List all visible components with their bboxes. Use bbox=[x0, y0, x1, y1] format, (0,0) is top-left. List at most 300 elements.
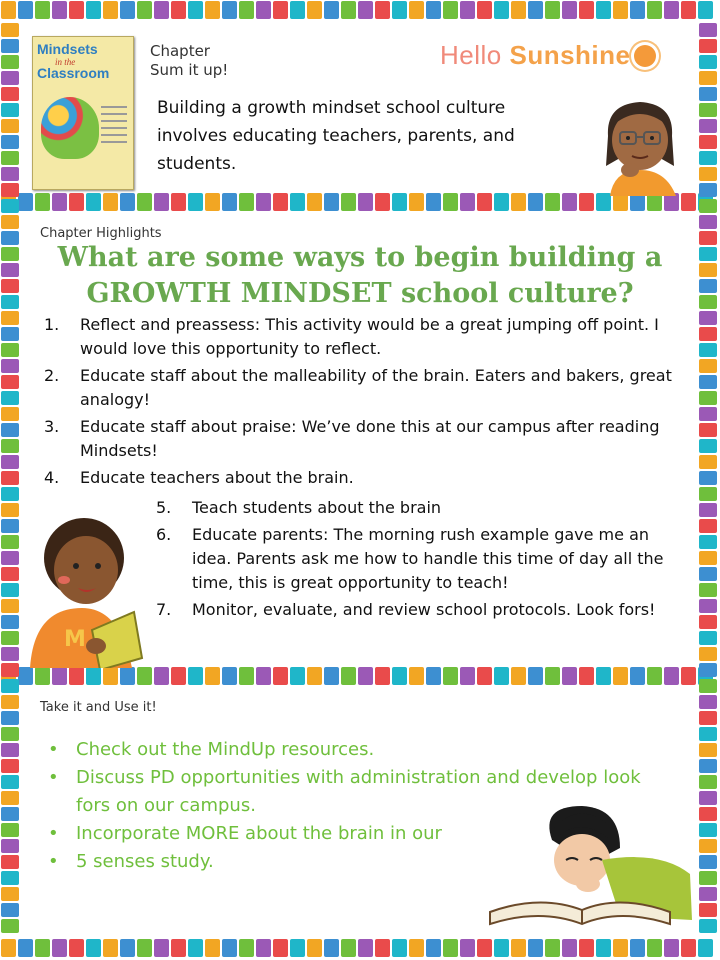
border-column bbox=[0, 22, 22, 938]
border-square bbox=[1, 567, 19, 581]
border-square bbox=[699, 887, 717, 901]
border-square bbox=[1, 119, 19, 133]
border-square bbox=[18, 1, 33, 19]
border-square bbox=[699, 215, 717, 229]
border-square bbox=[171, 193, 186, 211]
take-it-item: • Discuss PD opportunities with administration and develop look fors on our campus. bbox=[48, 764, 668, 820]
border-square bbox=[699, 183, 717, 197]
take-it-item: • 5 senses study. bbox=[48, 848, 668, 876]
border-square bbox=[1, 455, 19, 469]
border-square bbox=[1, 391, 19, 405]
border-square bbox=[256, 939, 271, 957]
border-square bbox=[699, 919, 717, 933]
border-square bbox=[52, 1, 67, 19]
border-square bbox=[699, 391, 717, 405]
border-square bbox=[154, 193, 169, 211]
border-square bbox=[699, 903, 717, 917]
border-square bbox=[699, 727, 717, 741]
border-square bbox=[699, 775, 717, 789]
girl-reading-book-illustration bbox=[470, 800, 698, 940]
border-square bbox=[664, 1, 679, 19]
border-row bbox=[0, 938, 720, 960]
border-square bbox=[647, 667, 662, 685]
border-square bbox=[699, 823, 717, 837]
brand-sunshine: Sunshine bbox=[509, 40, 631, 70]
take-it-item: • Check out the MindUp resources. bbox=[48, 736, 668, 764]
border-square bbox=[103, 939, 118, 957]
border-square bbox=[494, 193, 509, 211]
border-square bbox=[1, 631, 19, 645]
border-square bbox=[443, 667, 458, 685]
border-square bbox=[86, 1, 101, 19]
border-square bbox=[699, 471, 717, 485]
border-square bbox=[681, 939, 696, 957]
border-square bbox=[35, 193, 50, 211]
border-square bbox=[1, 503, 19, 517]
highlight-number: 6. bbox=[156, 525, 172, 544]
border-square bbox=[341, 193, 356, 211]
border-square bbox=[1, 359, 19, 373]
sum-it-up-label: Sum it up! bbox=[150, 61, 229, 79]
border-square bbox=[596, 667, 611, 685]
border-square bbox=[273, 939, 288, 957]
highlight-item bbox=[40, 313, 680, 361]
border-square bbox=[273, 1, 288, 19]
border-square bbox=[699, 247, 717, 261]
border-square bbox=[681, 667, 696, 685]
book-title-2: in the bbox=[55, 57, 76, 67]
border-square bbox=[307, 939, 322, 957]
border-square bbox=[1, 487, 19, 501]
border-square bbox=[699, 615, 717, 629]
border-square bbox=[460, 667, 475, 685]
border-square bbox=[86, 939, 101, 957]
border-square bbox=[392, 939, 407, 957]
lightbulb-icon bbox=[41, 97, 99, 159]
border-square bbox=[1, 151, 19, 165]
border-square bbox=[562, 1, 577, 19]
border-square bbox=[358, 1, 373, 19]
border-square bbox=[290, 1, 305, 19]
border-square bbox=[699, 663, 717, 677]
border-square bbox=[477, 193, 492, 211]
border-square bbox=[511, 939, 526, 957]
border-square bbox=[103, 1, 118, 19]
border-square bbox=[699, 71, 717, 85]
border-square bbox=[1, 647, 19, 661]
border-square bbox=[171, 939, 186, 957]
border-square bbox=[120, 939, 135, 957]
border-square bbox=[375, 939, 390, 957]
highlight-number: 7. bbox=[156, 600, 172, 619]
border-square bbox=[290, 667, 305, 685]
border-square bbox=[494, 1, 509, 19]
chapter-highlights-label: Chapter Highlights bbox=[40, 226, 162, 241]
border-square bbox=[1, 471, 19, 485]
border-square bbox=[69, 667, 84, 685]
border-square bbox=[562, 193, 577, 211]
border-square bbox=[103, 667, 118, 685]
border-square bbox=[562, 939, 577, 957]
border-square bbox=[477, 1, 492, 19]
border-square bbox=[699, 23, 717, 37]
border-square bbox=[409, 939, 424, 957]
highlight-number: 1. bbox=[44, 315, 60, 334]
border-square bbox=[511, 667, 526, 685]
border-square bbox=[1, 759, 19, 773]
border-square bbox=[630, 1, 645, 19]
border-square bbox=[528, 667, 543, 685]
border-square bbox=[18, 939, 33, 957]
border-square bbox=[409, 193, 424, 211]
border-square bbox=[1, 247, 19, 261]
border-square bbox=[681, 1, 696, 19]
border-square bbox=[698, 939, 713, 957]
border-square bbox=[358, 667, 373, 685]
border-square bbox=[375, 667, 390, 685]
border-square bbox=[596, 1, 611, 19]
border-square bbox=[699, 503, 717, 517]
border-square bbox=[409, 667, 424, 685]
border-square bbox=[1, 279, 19, 293]
highlight-item bbox=[40, 415, 680, 463]
border-square bbox=[205, 193, 220, 211]
border-square bbox=[120, 193, 135, 211]
highlight-text: Monitor, evaluate, and review school protocols. Look fors! bbox=[192, 600, 656, 619]
border-square bbox=[699, 791, 717, 805]
border-square bbox=[239, 1, 254, 19]
border-square bbox=[1, 551, 19, 565]
brand-hello: Hello bbox=[440, 40, 502, 70]
border-square bbox=[460, 1, 475, 19]
border-square bbox=[239, 939, 254, 957]
border-square bbox=[511, 193, 526, 211]
border-square bbox=[273, 667, 288, 685]
border-square bbox=[273, 193, 288, 211]
border-square bbox=[1, 375, 19, 389]
border-square bbox=[494, 939, 509, 957]
highlight-text: Teach students about the brain bbox=[192, 498, 442, 517]
border-square bbox=[222, 667, 237, 685]
border-square bbox=[392, 1, 407, 19]
border-square bbox=[699, 407, 717, 421]
border-square bbox=[699, 695, 717, 709]
border-square bbox=[443, 193, 458, 211]
border-square bbox=[69, 939, 84, 957]
border-square bbox=[630, 667, 645, 685]
border-square bbox=[699, 807, 717, 821]
border-square bbox=[699, 151, 717, 165]
border-square bbox=[443, 1, 458, 19]
border-square bbox=[699, 375, 717, 389]
border-square bbox=[1, 39, 19, 53]
highlight-number: 3. bbox=[44, 417, 60, 436]
border-square bbox=[528, 939, 543, 957]
border-square bbox=[699, 567, 717, 581]
border-square bbox=[1, 23, 19, 37]
border-square bbox=[699, 279, 717, 293]
border-square bbox=[188, 193, 203, 211]
border-square bbox=[171, 1, 186, 19]
border-square bbox=[443, 939, 458, 957]
border-square bbox=[1, 743, 19, 757]
border-square bbox=[699, 711, 717, 725]
border-square bbox=[699, 327, 717, 341]
border-square bbox=[69, 193, 84, 211]
border-row bbox=[0, 0, 720, 22]
border-square bbox=[1, 439, 19, 453]
border-square bbox=[699, 535, 717, 549]
border-square bbox=[699, 455, 717, 469]
border-square bbox=[699, 679, 717, 693]
border-square bbox=[375, 193, 390, 211]
highlights-list-bottom bbox=[152, 496, 692, 625]
border-square bbox=[699, 423, 717, 437]
border-square bbox=[307, 667, 322, 685]
book-title-3: Classroom bbox=[37, 65, 110, 81]
border-square bbox=[324, 939, 339, 957]
border-square bbox=[579, 667, 594, 685]
highlight-item bbox=[40, 466, 680, 490]
border-square bbox=[699, 231, 717, 245]
border-square bbox=[1, 679, 19, 693]
border-square bbox=[290, 939, 305, 957]
highlight-text: Educate teachers about the brain. bbox=[80, 468, 354, 487]
highlight-item bbox=[40, 364, 680, 412]
border-square bbox=[35, 1, 50, 19]
border-square bbox=[1, 823, 19, 837]
border-square bbox=[545, 939, 560, 957]
border-square bbox=[205, 939, 220, 957]
border-square bbox=[477, 667, 492, 685]
border-square bbox=[699, 599, 717, 613]
border-square bbox=[358, 939, 373, 957]
border-square bbox=[290, 193, 305, 211]
border-square bbox=[699, 759, 717, 773]
border-square bbox=[409, 1, 424, 19]
chapter-label: Chapter bbox=[150, 42, 210, 60]
border-square bbox=[1, 727, 19, 741]
border-square bbox=[86, 193, 101, 211]
border-square bbox=[1, 663, 19, 677]
border-square bbox=[1, 263, 19, 277]
border-square bbox=[613, 939, 628, 957]
border-square bbox=[1, 87, 19, 101]
border-square bbox=[528, 1, 543, 19]
chapter-label-block bbox=[150, 42, 228, 80]
border-square bbox=[1, 871, 19, 885]
highlight-text: Educate staff about the malleability of the brain. Eaters and bakers, great analogy! bbox=[80, 366, 672, 409]
border-square bbox=[154, 1, 169, 19]
highlight-number: 4. bbox=[44, 468, 60, 487]
girl-with-glasses-illustration bbox=[590, 96, 696, 196]
border-square bbox=[35, 939, 50, 957]
border-square bbox=[1, 599, 19, 613]
border-square bbox=[188, 667, 203, 685]
border-square bbox=[341, 939, 356, 957]
highlights-question: What are some ways to begin building a GROWTH MINDSET school culture? bbox=[57, 242, 663, 309]
border-square bbox=[426, 667, 441, 685]
border-square bbox=[511, 1, 526, 19]
border-square bbox=[222, 1, 237, 19]
border-square bbox=[699, 583, 717, 597]
border-square bbox=[103, 193, 118, 211]
border-row bbox=[0, 666, 720, 688]
border-square bbox=[1, 807, 19, 821]
border-square bbox=[324, 193, 339, 211]
border-square bbox=[1, 231, 19, 245]
border-square bbox=[120, 1, 135, 19]
border-square bbox=[307, 193, 322, 211]
border-square bbox=[613, 667, 628, 685]
border-square bbox=[699, 519, 717, 533]
border-square bbox=[699, 263, 717, 277]
border-square bbox=[699, 119, 717, 133]
border-square bbox=[545, 1, 560, 19]
border-square bbox=[1, 103, 19, 117]
take-it-item: • Incorporate MORE about the brain in our bbox=[48, 820, 668, 848]
book-cover-image bbox=[32, 36, 134, 190]
border-square bbox=[1, 855, 19, 869]
border-square bbox=[171, 667, 186, 685]
highlight-text: Educate parents: The morning rush example gave me an idea. Parents ask me how to handle this time of day all the time, this is great opportunity to teach! bbox=[192, 525, 664, 592]
border-square bbox=[460, 193, 475, 211]
sun-icon bbox=[634, 45, 656, 67]
border-column bbox=[698, 22, 720, 938]
border-square bbox=[1, 535, 19, 549]
border-square bbox=[545, 193, 560, 211]
svg-text:M: M bbox=[64, 627, 86, 652]
border-square bbox=[1, 939, 16, 957]
highlight-number: 5. bbox=[156, 498, 172, 517]
highlight-text: Reflect and preassess: This activity would be a great jumping off point. I would love this opportunity to reflect. bbox=[80, 315, 659, 358]
border-square bbox=[1, 407, 19, 421]
border-square bbox=[222, 939, 237, 957]
highlight-item bbox=[152, 598, 692, 622]
border-square bbox=[392, 667, 407, 685]
border-square bbox=[137, 667, 152, 685]
border-square bbox=[1, 615, 19, 629]
book-title-1: Mindsets bbox=[37, 41, 98, 57]
border-square bbox=[1, 199, 19, 213]
border-square bbox=[222, 193, 237, 211]
border-square bbox=[699, 87, 717, 101]
border-square bbox=[528, 193, 543, 211]
border-square bbox=[630, 939, 645, 957]
border-square bbox=[545, 667, 560, 685]
border-square bbox=[698, 1, 713, 19]
border-square bbox=[494, 667, 509, 685]
border-square bbox=[647, 939, 662, 957]
border-square bbox=[1, 343, 19, 357]
border-square bbox=[358, 193, 373, 211]
border-square bbox=[35, 667, 50, 685]
border-square bbox=[699, 39, 717, 53]
border-square bbox=[86, 667, 101, 685]
border-square bbox=[699, 295, 717, 309]
border-square bbox=[1, 839, 19, 853]
border-square bbox=[375, 1, 390, 19]
border-square bbox=[1, 135, 19, 149]
boy-reading-book-illustration bbox=[24, 508, 154, 668]
border-square bbox=[699, 871, 717, 885]
border-square bbox=[52, 667, 67, 685]
border-square bbox=[1, 295, 19, 309]
border-square bbox=[1, 215, 19, 229]
border-square bbox=[699, 551, 717, 565]
border-square bbox=[1, 711, 19, 725]
border-square bbox=[699, 103, 717, 117]
border-square bbox=[188, 1, 203, 19]
border-square bbox=[1, 71, 19, 85]
border-square bbox=[137, 939, 152, 957]
border-square bbox=[69, 1, 84, 19]
border-square bbox=[699, 487, 717, 501]
border-square bbox=[426, 939, 441, 957]
border-square bbox=[341, 667, 356, 685]
border-square bbox=[1, 791, 19, 805]
hello-sunshine-logo bbox=[440, 40, 656, 71]
take-it-label: Take it and Use it! bbox=[40, 700, 157, 715]
border-square bbox=[699, 647, 717, 661]
border-square bbox=[1, 423, 19, 437]
border-square bbox=[426, 193, 441, 211]
border-square bbox=[699, 343, 717, 357]
border-square bbox=[699, 855, 717, 869]
border-square bbox=[596, 939, 611, 957]
border-square bbox=[341, 1, 356, 19]
border-square bbox=[579, 939, 594, 957]
border-square bbox=[1, 519, 19, 533]
border-square bbox=[613, 1, 628, 19]
border-square bbox=[392, 193, 407, 211]
highlight-text: Educate staff about praise: We’ve done this at our campus after reading Mindsets! bbox=[80, 417, 660, 460]
highlight-item bbox=[152, 523, 692, 595]
border-square bbox=[1, 903, 19, 917]
border-square bbox=[137, 193, 152, 211]
border-square bbox=[699, 743, 717, 757]
border-square bbox=[699, 839, 717, 853]
border-square bbox=[1, 327, 19, 341]
border-square bbox=[324, 1, 339, 19]
border-square bbox=[239, 667, 254, 685]
border-square bbox=[256, 667, 271, 685]
border-square bbox=[699, 199, 717, 213]
border-square bbox=[137, 1, 152, 19]
border-square bbox=[562, 667, 577, 685]
border-square bbox=[477, 939, 492, 957]
border-square bbox=[579, 1, 594, 19]
border-square bbox=[188, 939, 203, 957]
highlight-item bbox=[152, 496, 692, 520]
border-square bbox=[460, 939, 475, 957]
border-square bbox=[120, 667, 135, 685]
highlights-list-top bbox=[40, 313, 680, 493]
border-square bbox=[647, 1, 662, 19]
border-square bbox=[205, 1, 220, 19]
border-square bbox=[1, 1, 16, 19]
border-square bbox=[664, 939, 679, 957]
border-square bbox=[664, 667, 679, 685]
border-square bbox=[699, 359, 717, 373]
highlight-number: 2. bbox=[44, 366, 60, 385]
border-square bbox=[1, 775, 19, 789]
border-square bbox=[205, 667, 220, 685]
border-square bbox=[52, 193, 67, 211]
border-square bbox=[699, 55, 717, 69]
border-square bbox=[324, 667, 339, 685]
border-square bbox=[154, 939, 169, 957]
